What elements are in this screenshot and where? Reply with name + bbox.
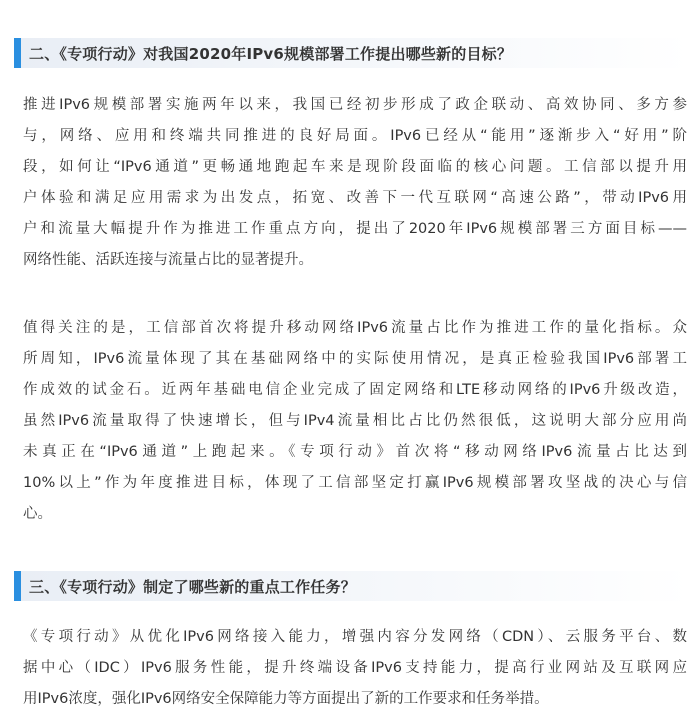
paragraph-line: 心。	[23, 506, 52, 522]
paragraph-line: 据中心（IDC）IPv6服务性能，提升终端设备IPv6支持能力，提高行业网站及互联网应	[23, 660, 687, 676]
paragraph-line: 网络性能、活跃连接与流量占比的显著提升。	[23, 252, 313, 268]
paragraph-line: 作成效的试金石。近两年基础电信企业完成了固定网络和LTE移动网络的IPv6升级改造，	[23, 382, 687, 398]
paragraph-line: 与，网络、应用和终端共同推进的良好局面。IPv6已经从“能用”逐渐步入“好用”阶	[23, 128, 687, 144]
paragraph-line: 户和流量大幅提升作为推进工作重点方向，提出了2020年IPv6规模部署三方面目标——	[23, 221, 687, 237]
section-3-paragraph-1	[23, 622, 687, 715]
paragraph-line: 用IPv6浓度，强化IPv6网络安全保障能力等方面提出了新的工作要求和任务举措。	[23, 691, 549, 707]
paragraph-line: 段，如何让“IPv6通道”更畅通地跑起车来是现阶段面临的核心问题。工信部以提升用	[23, 159, 687, 175]
section-3-title: 三、《专项行动》制定了哪些新的重点工作任务？	[29, 577, 356, 596]
paragraph-line: 《专项行动》从优化IPv6网络接入能力，增强内容分发网络（CDN）、云服务平台、数	[23, 629, 687, 645]
section-2-paragraph-1	[23, 90, 687, 276]
section-3-heading	[14, 571, 691, 601]
section-2-paragraph-2	[23, 313, 687, 530]
paragraph-line: 未真正在“IPv6通道”上跑起来。《专项行动》首次将“移动网络IPv6流量占比达到	[23, 444, 687, 460]
section-2-heading	[14, 38, 691, 68]
paragraph-line: 户体验和满足应用需求为出发点，拓宽、改善下一代互联网“高速公路”，带动IPv6用	[23, 190, 687, 206]
paragraph-line: 虽然IPv6流量取得了快速增长，但与IPv4流量相比占比仍然很低，这说明大部分应用尚	[23, 413, 687, 429]
section-2-title: 二、《专项行动》对我国2020年IPv6规模部署工作提出哪些新的目标？	[29, 44, 513, 63]
paragraph-line: 推进IPv6规模部署实施两年以来，我国已经初步形成了政企联动、高效协同、多方参	[23, 97, 687, 113]
paragraph-line: 所周知，IPv6流量体现了其在基础网络中的实际使用情况，是真正检验我国IPv6部署工	[23, 351, 687, 367]
paragraph-line: 10%以上”作为年度推进目标，体现了工信部坚定打赢IPv6规模部署攻坚战的决心与信	[23, 475, 687, 491]
paragraph-line: 值得关注的是，工信部首次将提升移动网络IPv6流量占比作为推进工作的量化指标。众	[23, 320, 687, 336]
